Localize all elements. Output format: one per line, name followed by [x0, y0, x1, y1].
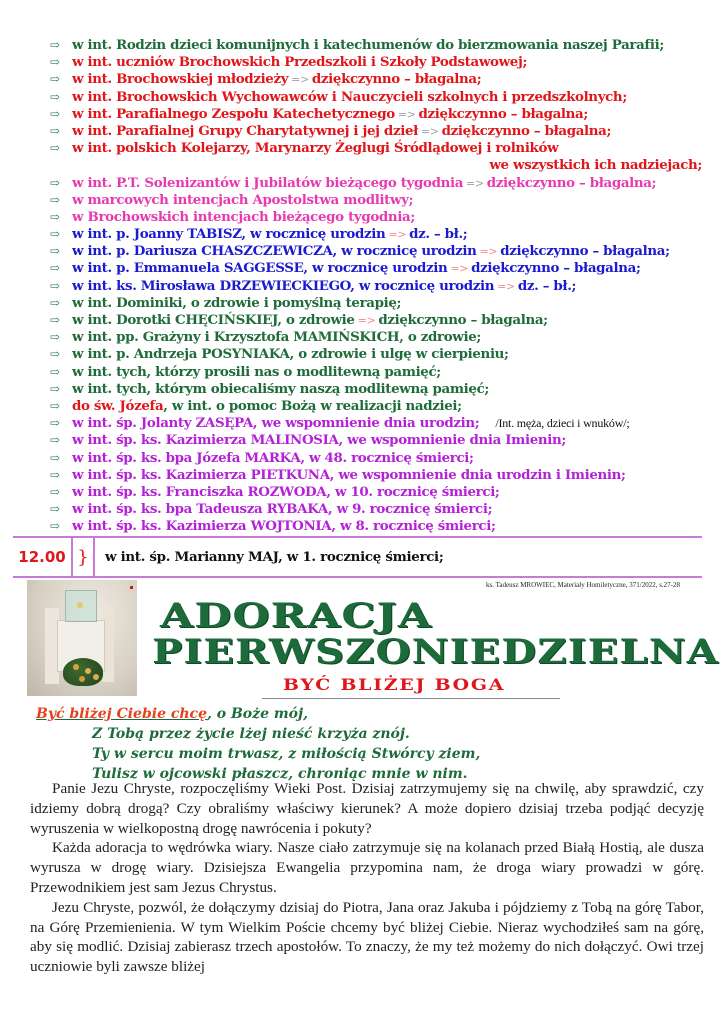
intention-segment: dziękczynno – błagalna; [418, 105, 588, 122]
intention-text [72, 295, 401, 311]
intention-text [72, 260, 641, 276]
intention-text [72, 312, 548, 328]
intention-segment: dziękczynno – błagalna; [471, 260, 641, 277]
arrow-separator-icon: => [466, 176, 484, 190]
intention-text [72, 278, 576, 294]
arrow-bullet-icon: ⇨ [50, 330, 60, 345]
mass-intention: w int. śp. Marianny MAJ, w 1. rocznicę śmierci; [105, 549, 444, 565]
intention-segment: w marcowych intencjach Apostolstwa modlitwy; [72, 191, 414, 208]
paragraph: Jezu Chryste, pozwól, że dołączymy dzisiaj do Piotra, Jana oraz Jakuba i pójdziemy z Tobą na górę Tabor, na Górę Przemienienia. W tym Wielkim Poście chcemy być bliżej Ciebie. Nieraz wychodziłeś sam na górę, aby się modlić. Dzisiaj zabierasz trzech apostołów. To znaczy, że my też możemy do nich dołączyć. Owi trzej uczniowie byli zawsze bliżej [30, 898, 704, 976]
intention-text [72, 450, 474, 466]
intention-segment: dziękczynno – błagalna; [441, 122, 612, 139]
arrow-separator-icon: => [357, 314, 376, 327]
intention-segment: , w int. o pomoc Bożą w realizacji nadziei; [163, 397, 462, 414]
paragraph: Panie Jezu Chryste, rozpoczęliśmy Wieki Post. Dzisiaj zatrzymujemy się na chwilę, aby sprawdzić, czy idziemy dobrą drogą? Czy obraliśmy właściwy kierunek? A może dopiero dzisiaj trzeba podjąć decyzję wyruszenia w wielkopostną drogę nawrócenia i pokuty? [30, 780, 704, 837]
intention-text [72, 484, 500, 500]
intention-note: /Int. męża, dzieci i wnuków/; [495, 416, 630, 431]
intention-text [72, 432, 566, 448]
intention-item [50, 106, 710, 123]
intention-text [72, 518, 496, 534]
intention-text [72, 467, 626, 483]
intention-segment: w int. Rodzin dzieci komunijnych i katechumenów do bierzmowania naszej Parafii; [72, 37, 664, 53]
photo-host [77, 602, 83, 608]
arrow-bullet-icon: ⇨ [50, 38, 60, 52]
intention-text [72, 243, 670, 259]
intention-item [50, 175, 710, 192]
intention-item [50, 37, 710, 54]
intention-text [72, 501, 492, 517]
intention-segment: dziękczynno – błagalna; [486, 174, 657, 191]
arrow-bullet-icon: ⇨ [50, 450, 60, 465]
article-title-line2: PIERWSZONIEDZIELNA [152, 632, 719, 672]
intention-text [50, 157, 710, 173]
intention-text [72, 226, 467, 242]
arrow-bullet-icon: ⇨ [50, 278, 60, 293]
arrow-bullet-icon: ⇨ [50, 347, 60, 362]
intention-segment: w int. p. Joanny TABISZ, w rocznicę urodzin [72, 226, 386, 243]
arrow-bullet-icon: ⇨ [50, 89, 60, 104]
intention-text [72, 209, 415, 225]
intentions-list [50, 37, 710, 535]
intention-segment: w int. śp. ks. Franciszka ROZWODA, w 10. rocznicę śmierci; [72, 483, 500, 500]
hymn-lead: Być bliżej Ciebie chcę [36, 706, 207, 722]
paragraph: Każda adoracja to wędrówka wiary. Nasze ciało zatrzymuje się na kolanach przed Białą Hostią, ale dusza wyrusza w drogę wiary. Dzisiejsza Ewangelia przypomina nam, że droga wiary prowadzi w górę. Przewodnikiem jest sam Jezus Chrystus. [30, 839, 704, 896]
intention-item [50, 432, 710, 449]
intention-text [72, 381, 489, 397]
intention-text [72, 71, 481, 87]
arrow-bullet-icon: ⇨ [50, 123, 60, 138]
mass-time: 12.00 [18, 548, 66, 566]
arrow-bullet-icon: ⇨ [50, 72, 60, 87]
intention-item [50, 209, 710, 226]
intention-text [72, 175, 656, 191]
arrow-separator-icon: => [450, 262, 469, 276]
intention-item [50, 467, 710, 484]
intention-segment: w int. Brochowskiej młodzieży [72, 71, 289, 88]
arrow-bullet-icon: ⇨ [50, 209, 60, 224]
intention-segment: w int. śp. ks. Kazimierza PIETKUNA, we wspomnienie dnia urodzin i Imienin; [72, 466, 626, 483]
arrow-separator-icon: => [388, 228, 407, 242]
intention-text [72, 346, 509, 362]
photo-sanctuary-lamp [130, 586, 133, 589]
intention-segment: w int. p. Emmanuela SAGGESSE, w rocznicę urodzin [72, 260, 448, 277]
arrow-separator-icon: => [497, 279, 515, 293]
mass-row [13, 536, 702, 578]
intention-text [72, 329, 481, 345]
intention-item [50, 381, 710, 398]
intention-segment: dz. – bł.; [409, 226, 468, 243]
intention-text [72, 415, 629, 431]
intention-text [72, 54, 527, 70]
arrow-bullet-icon: ⇨ [50, 313, 60, 327]
arrow-separator-icon: => [397, 107, 416, 121]
arrow-bullet-icon: ⇨ [50, 244, 60, 259]
intention-item [50, 123, 710, 140]
photo-flowers [63, 658, 103, 686]
arrow-separator-icon: => [479, 245, 498, 259]
intention-segment: w int. śp. ks. Kazimierza WOJTONIA, w 8. rocznicę śmierci; [72, 518, 496, 535]
arrow-bullet-icon: ⇨ [50, 192, 60, 207]
hymn-line-1 [36, 704, 480, 724]
hymn-line-2: Z Tobą przez życie lżej nieść krzyża znój. [92, 726, 410, 742]
arrow-bullet-icon: ⇨ [50, 295, 60, 310]
tabernacle-photo [27, 580, 137, 696]
intention-item [50, 518, 710, 535]
intention-segment: dziękczynno – błagalna; [378, 312, 548, 328]
arrow-bullet-icon: ⇨ [50, 227, 60, 242]
intention-item [50, 295, 710, 312]
hymn-verse [36, 704, 480, 784]
arrow-bullet-icon: ⇨ [50, 381, 60, 396]
hymn-line-3: Ty w sercu moim trwasz, z miłością Stwórcy ziem, [92, 746, 481, 762]
hymn-line-1-rest: , o Boże mój, [206, 706, 308, 722]
intention-segment: w int. śp. Jolanty ZASĘPA, we wspomnienie dnia urodzin; [72, 415, 480, 432]
intention-item [50, 346, 710, 363]
intention-item [50, 140, 710, 157]
arrow-bullet-icon: ⇨ [50, 484, 60, 499]
citation: ks. Tadeusz MROWIEC, Materiały Homiletyczne, 371/2022, s.27-28 [486, 581, 680, 589]
arrow-bullet-icon: ⇨ [50, 433, 60, 448]
intention-text [72, 89, 627, 105]
intention-item [50, 329, 710, 346]
hymn-line-4: Tulisz w ojcowski płaszcz, chroniąc mnie w nim. [92, 766, 468, 782]
intention-segment: w int. p. Dariusza CHASZCZEWICZA, w rocznicę urodzin [72, 243, 477, 260]
intention-segment: w int. Brochowskich Wychowawców i Nauczycieli szkolnych i przedszkolnych; [72, 88, 627, 105]
intention-item [50, 243, 710, 260]
intention-item [50, 89, 710, 106]
intention-text [72, 106, 588, 122]
intention-item [50, 260, 710, 277]
article-body [30, 779, 704, 977]
intention-segment: w int. tych, którym obiecaliśmy naszą modlitewną pamięć; [72, 380, 489, 397]
article-subtitle: BYĆ BLIŻEJ BOGA [283, 675, 506, 694]
intention-segment: dziękczynno – błagalna; [311, 71, 482, 88]
intention-text [72, 123, 611, 139]
intention-item [50, 312, 710, 329]
arrow-bullet-icon: ⇨ [50, 416, 60, 431]
subtitle-underline [262, 698, 560, 699]
intention-segment: dz. – bł.; [517, 277, 577, 294]
intention-item [50, 501, 710, 518]
arrow-bullet-icon: ⇨ [50, 55, 60, 70]
intention-segment: w int. śp. ks. bpa Józefa MARKA, w 48. rocznicę śmierci; [72, 449, 474, 466]
intention-segment: w int. uczniów Brochowskich Przedszkoli i Szkoły Podstawowej; [72, 54, 528, 71]
intention-item [50, 54, 710, 71]
arrow-bullet-icon: ⇨ [50, 106, 60, 121]
intention-item [50, 398, 710, 415]
intention-item [50, 226, 710, 243]
intention-segment: w int. Parafialnego Zespołu Katechetycznego [72, 105, 395, 122]
intention-segment: w int. P.T. Solenizantów i Jubilatów bieżącego tygodnia [72, 174, 464, 191]
intention-segment: w int. tych, którzy prosili nas o modlitewną pamięć; [72, 363, 441, 380]
intention-segment: w int. Dominiki, o zdrowie i pomyślną terapię; [72, 294, 402, 311]
intention-segment: w int. pp. Grażyny i Krzysztofa MAMIŃSKICH, o zdrowie; [72, 329, 481, 346]
arrow-bullet-icon: ⇨ [50, 398, 60, 413]
intention-segment: w int. polskich Kolejarzy, Marynarzy Żeglugi Śródlądowej i rolników [72, 140, 559, 157]
intention-item [50, 364, 710, 381]
intention-text [72, 37, 664, 53]
intention-text [72, 140, 558, 156]
arrow-separator-icon: => [291, 73, 309, 87]
intention-text [72, 364, 441, 380]
intention-segment: w Brochowskich intencjach bieżącego tygodnia; [72, 208, 415, 225]
intention-text [72, 192, 413, 208]
intention-segment: do św. Józefa [72, 397, 164, 414]
intention-item [50, 450, 710, 467]
intention-segment: w int. p. Andrzeja POSYNIAKA, o zdrowie i ulgę w cierpieniu; [72, 346, 509, 363]
article-title-line1: ADORACJA [160, 596, 433, 636]
arrow-bullet-icon: ⇨ [50, 364, 60, 379]
intention-item [50, 71, 710, 88]
brace-icon: } [71, 538, 95, 576]
intention-item [50, 484, 710, 501]
arrow-bullet-icon: ⇨ [50, 261, 60, 276]
intention-segment: w int. Parafialnej Grupy Charytatywnej i jej dzieł [72, 122, 418, 139]
intention-segment: w int. Dorotki CHĘCIŃSKIEJ, o zdrowie [72, 312, 355, 328]
intention-continuation [50, 157, 710, 174]
arrow-bullet-icon: ⇨ [50, 519, 60, 534]
intention-segment: dziękczynno – błagalna; [500, 243, 670, 260]
arrow-separator-icon: => [420, 124, 439, 138]
arrow-bullet-icon: ⇨ [50, 141, 60, 156]
intention-segment: w int. ks. Mirosława DRZEWIECKIEGO, w rocznicę urodzin [72, 277, 495, 294]
intention-text [72, 398, 462, 414]
arrow-bullet-icon: ⇨ [50, 175, 60, 190]
intention-segment: w int. śp. ks. bpa Tadeusza RYBAKA, w 9. rocznicę śmierci; [72, 501, 493, 518]
intention-item [50, 278, 710, 295]
intention-item [50, 192, 710, 209]
intention-segment: we wszystkich ich nadziejach; [489, 157, 702, 174]
intention-item [50, 415, 710, 432]
arrow-bullet-icon: ⇨ [50, 467, 60, 482]
intention-segment: w int. śp. ks. Kazimierza MALINOSIA, we wspomnienie dnia Imienin; [72, 432, 567, 449]
arrow-bullet-icon: ⇨ [50, 502, 60, 517]
